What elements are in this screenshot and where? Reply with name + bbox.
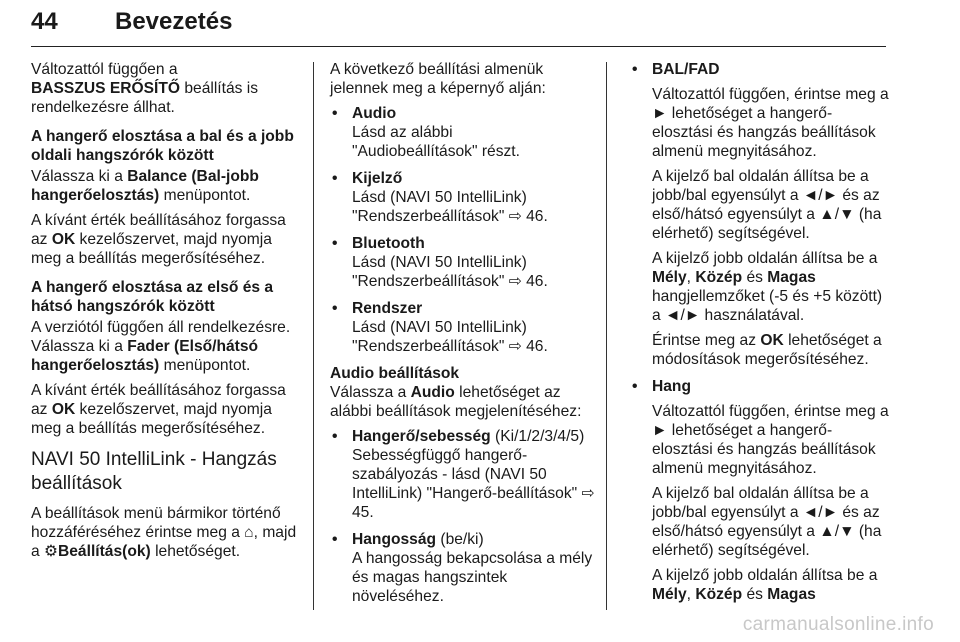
- list-item: • Hang Változattól függően, érintse meg a ► lehetőséget a hangerő-elosztási és hangzás beállítások almenü megnyitásához. A kijelző bal oldalán állítsa be a jobb/bal egyensúlyt a ◄/► és az első/hátsó egyensúlyt a ▲/▼ (ha elérhető) segítségével. A kijelző jobb oldalán állítsa be a Mély, Közép és Magas: [632, 378, 889, 603]
- column-divider: [313, 62, 314, 610]
- gear-icon: ⚙: [44, 543, 58, 560]
- column-divider: [606, 62, 607, 610]
- list-item: • Hangerő/sebesség (Ki/1/2/3/4/5) Sebességfüggő hangerő-szabályozás - lásd (NAVI 50 IntelliLink) "Hangerő-beállítások" ⇨ 45.: [332, 428, 595, 521]
- home-icon: ⌂: [244, 524, 254, 541]
- watermark: carmanualsonline.info: [742, 614, 934, 635]
- paragraph: A verziótól függően áll rendelkezésre. Válassza ki a Fader (Első/hátsó hangerőelosztás) menüpontot.: [31, 319, 291, 374]
- list-item: • Kijelző Lásd (NAVI 50 IntelliLink) "Rendszerbeállítások" ⇨ 46.: [332, 170, 548, 225]
- list-item: • Audio Lásd az alábbi "Audiobeállítások" részt.: [332, 105, 520, 160]
- section-heading: A hangerő elosztása a bal és a jobb oldali hangszórók között: [31, 128, 294, 164]
- column-1: [31, 60, 303, 567]
- list-item: • BAL/FAD Változattól függően, érintse meg a ► lehetőséget a hangerő-elosztási és hangzás beállítások almenü megnyitásához. A kijelző bal oldalán állítsa be a jobb/bal egyensúlyt a ◄/► és az első/hátsó egyensúlyt a ▲/▼ (ha elérhető) segítségével. A kijelző jobb oldalán állítsa be a Mély, Közép és Magas hangjellemzőket (-5 és +5 között) a ◄/► használatával. Érintse meg az OK lehetőséget a módosítások megerősítéséhez.: [632, 61, 889, 368]
- column-2: [330, 60, 598, 614]
- paragraph: A következő beállítási almenük jelennek meg a képernyő alján:: [330, 61, 546, 97]
- list-item: • Bluetooth Lásd (NAVI 50 IntelliLink) "Rendszerbeállítások" ⇨ 46.: [332, 235, 548, 290]
- page-number: 44: [31, 8, 58, 35]
- paragraph: A kívánt érték beállításához forgassa az OK kezelőszervet, majd nyomja meg a beállítás megerősítéséhez.: [31, 382, 286, 437]
- page-ref-icon: ⇨: [581, 485, 595, 502]
- paragraph: Válassza a Audio lehetőséget az alábbi beállítások megjelenítéséhez:: [330, 384, 582, 420]
- section-heading: A hangerő elosztása az első és a hátsó hangszórók között: [31, 279, 274, 315]
- page-ref-icon: ⇨: [508, 208, 522, 225]
- paragraph: Válassza ki a Balance (Bal-jobb hangerőelosztás) menüpontot.: [31, 168, 259, 204]
- paragraph: A kívánt érték beállításához forgassa az OK kezelőszervet, majd nyomja meg a beállítás megerősítéséhez.: [31, 212, 286, 267]
- page-ref-icon: ⇨: [508, 273, 522, 290]
- list-item: • Rendszer Lásd (NAVI 50 IntelliLink) "Rendszerbeállítások" ⇨ 46.: [332, 300, 548, 355]
- column-3: [630, 60, 892, 612]
- major-heading: NAVI 50 IntelliLink - Hangzás beállítások: [31, 449, 277, 494]
- section-heading: Audio beállítások: [330, 365, 460, 382]
- chapter-title: Bevezetés: [115, 8, 233, 35]
- list-item: • Hangosság (be/ki) A hangosság bekapcsolása a mély és magas hangszintek növeléséhez.: [332, 531, 593, 605]
- page-ref-icon: ⇨: [508, 338, 522, 355]
- page-header: [31, 2, 886, 47]
- paragraph: A beállítások menü bármikor történő hozzáféréséhez érintse meg a ⌂, majd a ⚙Beállítás(ok) lehetőséget.: [31, 505, 297, 560]
- paragraph: Változattól függően a BASSZUS ERŐSÍTŐ beállítás is rendelkezésre állhat.: [31, 61, 259, 116]
